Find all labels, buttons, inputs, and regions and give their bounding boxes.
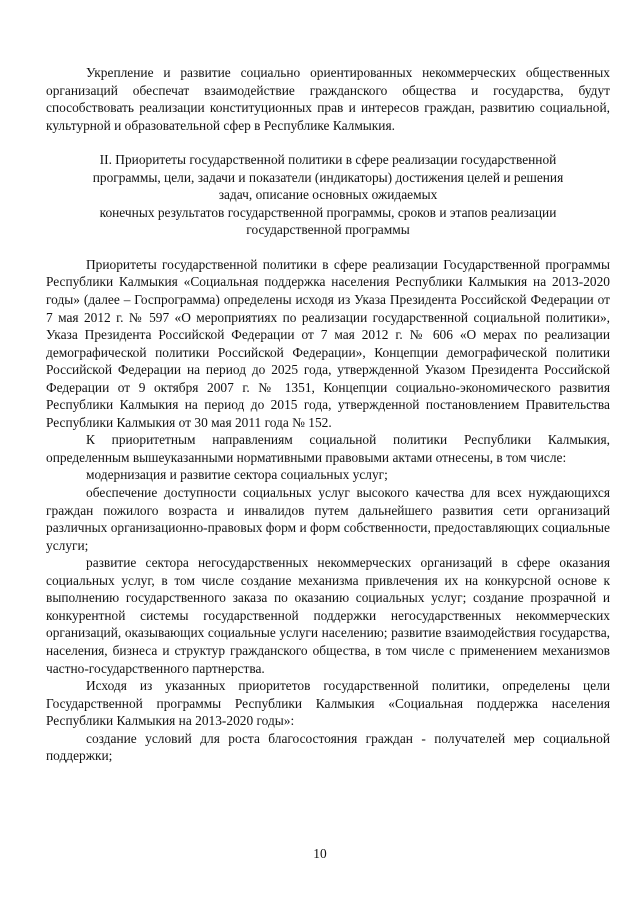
- section-heading-line: II. Приоритеты государственной политики в сфере реализации государственной: [99, 152, 557, 168]
- intro-paragraph: Укрепление и развитие социально ориентированных некоммерческих общественных организаций обеспечат взаимодействие гражданского общества и государства, будут способствовать реализации конституционных прав и интересов граждан, развитию социальной, культурной и образовательной сфер в Республике Калмыкия.: [46, 65, 610, 133]
- document-page: [46, 64, 610, 765]
- section-heading-line: государственной программы: [246, 222, 410, 238]
- section-heading-line: программы, цели, задачи и показатели (индикаторы) достижения целей и решения: [92, 169, 564, 185]
- list-item: обеспечение доступности социальных услуг высокого качества для всех нуждающихся граждан пожилого возраста и инвалидов путем дальнейшего развития сети организаций различных организационно-правовых форм и форм собственности, предоставляющих социальные услуги;: [46, 485, 610, 553]
- list-item: развитие сектора негосударственных некоммерческих организаций в сфере оказания социальных услуг, в том числе создание механизма привлечения их на конкурсной основе к выполнению государственного заказа по оказанию социальных услуг; создание прозрачной и конкурентной системы государственной поддержки негосударственных некоммерческих организаций, оказывающих социальные услуги населению; развитие взаимодействия государства, населения, бизнеса и структур гражданского общества, в том числе с применением механизмов частно-государственного партнерства.: [46, 555, 610, 676]
- body-paragraph: Исходя из указанных приоритетов государственной политики, определены цели Государственной программы Республики Калмыкия «Социальная поддержка населения Республики Калмыкия на 2013-2020 годы»:: [46, 678, 610, 729]
- list-item: модернизация и развитие сектора социальных услуг;: [86, 467, 388, 483]
- section-heading-line: задач, описание основных ожидаемых: [218, 187, 438, 203]
- list-item: создание условий для роста благосостояния граждан - получателей мер социальной поддержки;: [46, 730, 610, 764]
- body-paragraph: К приоритетным направлениям социальной политики Республики Калмыкия, определенным вышеуказанными нормативными правовыми актами отнесены, в том числе:: [46, 432, 610, 465]
- body-paragraph: Приоритеты государственной политики в сфере реализации Государственной программы Республики Калмыкия «Социальная поддержка населения Республики Калмыкия на 2013-2020 годы» (далее – Госпрограмма) определены исходя из Указа Президента Российской Федерации от 7 мая 2012 г. № 597 «О мероприятиях по реализации государственной социальной политики», Указа Президента Российской Федерации от 7 мая 2012 г. № 606 «О мерах по реализации демографической политики Российской Федерации», Концепции демографической политики Российской Федерации на период до 2025 года, утвержденной Указом Президента Российской Федерации от 9 октября 2007 г. № 1351, Концепции социально-экономического развития Республики Калмыкия на период до 2015 года, утвержденной постановлением Правительства Республики Калмыкия от 30 мая 2011 года № 152.: [46, 256, 610, 430]
- page-number: 10: [313, 846, 327, 861]
- section-heading-line: конечных результатов государственной программы, сроков и этапов реализации: [99, 204, 557, 220]
- section-heading: [46, 151, 610, 239]
